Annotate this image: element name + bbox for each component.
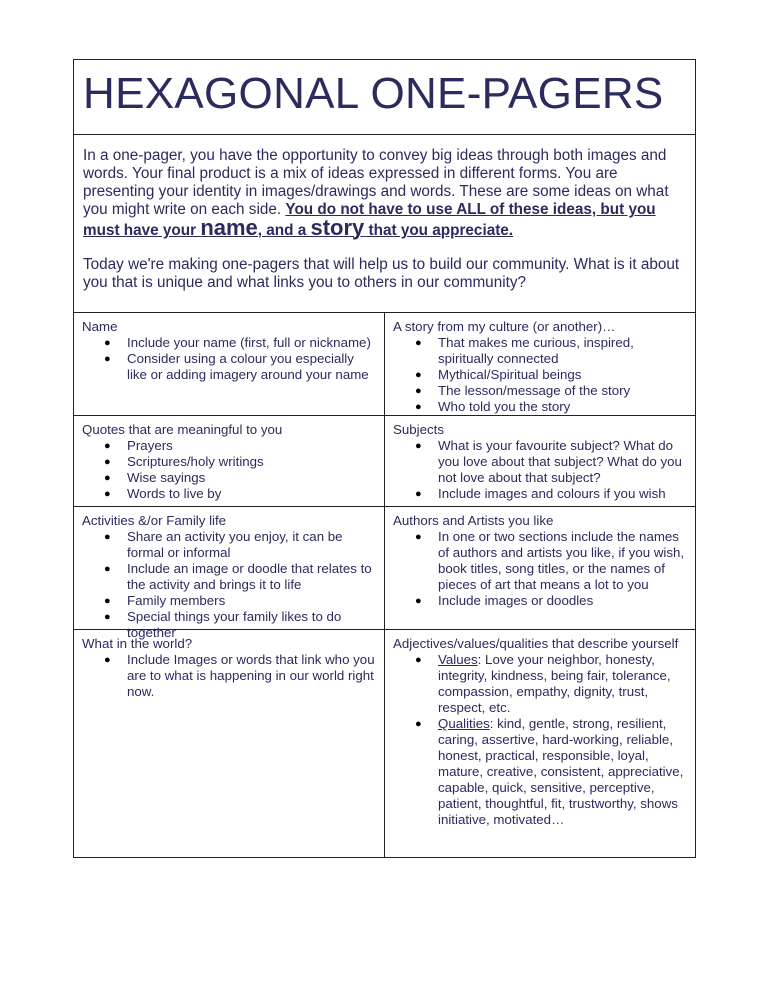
bullet-icon: ● [415, 654, 422, 666]
list-item-text: Words to live by [127, 486, 222, 501]
bullet-list [393, 335, 687, 415]
list-item [104, 351, 376, 383]
bullet-icon: ● [415, 718, 422, 730]
list-item [415, 716, 687, 828]
bullet-icon: ● [415, 440, 422, 452]
bullet-list [393, 438, 687, 502]
list-item [104, 529, 376, 561]
list-item-text: That makes me curious, inspired, spiritually connected [438, 335, 634, 366]
list-item-text: Special things your family likes to do together [127, 609, 342, 640]
list-item [104, 486, 376, 502]
list-item-text: : Love your neighbor, honesty, integrity, kindness, being fair, tolerance, compassion, empathy, dignity, trust, respect, etc. [438, 652, 671, 715]
bullet-icon: ● [415, 401, 422, 413]
section-heading: What in the world? [82, 636, 193, 651]
bullet-icon: ● [415, 488, 422, 500]
bullet-icon: ● [104, 353, 111, 365]
section-heading: Quotes that are meaningful to you [82, 422, 283, 437]
bullet-list [82, 652, 376, 700]
bullet-icon: ● [104, 472, 111, 484]
bullet-icon: ● [415, 385, 422, 397]
section-heading: Adjectives/values/qualities that describe yourself [393, 636, 679, 651]
list-item [415, 486, 687, 502]
bullet-icon: ● [104, 611, 111, 623]
intro-text: In a one-pager, you have the opportunity to convey big ideas through both images and words. Your final product is a mix of ideas expressed in different forms. You are presenting your identity in images/drawings and words. These are some ideas on what you might write on each side. [83, 147, 669, 218]
section-cell [74, 416, 385, 507]
list-item-text: What is your favourite subject? What do you love about that subject? What do you not love about that subject? [438, 438, 682, 485]
list-item-text: In one or two sections include the names of authors and artists you like, if you wish, book titles, song titles, or the names of pieces of art that means a lot to you [438, 529, 685, 592]
list-item-text: Consider using a colour you especially like or adding imagery around your name [127, 351, 369, 382]
bullet-icon: ● [104, 488, 111, 500]
section-heading: Activities &/or Family life [82, 513, 227, 528]
list-item-text: Scriptures/holy writings [127, 454, 264, 469]
list-item-text: Include Images or words that link who you are to what is happening in our world right now. [127, 652, 375, 699]
section-cell [385, 630, 695, 857]
emphasis-text: You do not have to use ALL of these ideas, but you must have your [83, 201, 656, 239]
bullet-icon: ● [415, 337, 422, 349]
item-label: Qualities [438, 716, 490, 731]
intro-section [74, 135, 695, 313]
bullet-icon: ● [104, 440, 111, 452]
bullet-icon: ● [104, 337, 111, 349]
community-paragraph: Today we're making one-pagers that will help us to build our community. What is it about you that is unique and what links you to others in our community? [83, 256, 680, 291]
list-item-text: Include your name (first, full or nickname) [127, 335, 371, 350]
section-cell [74, 313, 385, 416]
list-item-text: Include an image or doodle that relates to the activity and brings it to life [127, 561, 372, 592]
emphasis-text: , and a [257, 222, 311, 239]
section-cell [385, 313, 695, 416]
emphasis-text: that you appreciate. [364, 222, 514, 239]
list-item [415, 367, 687, 383]
bullet-list [82, 438, 376, 502]
emphasis-story: story [310, 215, 365, 240]
list-item [415, 335, 687, 367]
ideas-grid [74, 313, 695, 857]
list-item [415, 399, 687, 415]
item-label: Values [438, 652, 478, 667]
list-item-text: Prayers [127, 438, 173, 453]
list-item [415, 593, 687, 609]
section-heading: Authors and Artists you like [393, 513, 554, 528]
bullet-icon: ● [415, 369, 422, 381]
emphasis-name: name [200, 215, 258, 240]
bullet-list [82, 529, 376, 641]
bullet-list [393, 529, 687, 609]
one-pager-handout [73, 59, 696, 858]
list-item-text: Mythical/Spiritual beings [438, 367, 582, 382]
bullet-icon: ● [104, 531, 111, 543]
section-heading: Name [82, 319, 118, 334]
list-item [104, 470, 376, 486]
bullet-icon: ● [104, 595, 111, 607]
list-item-text: Family members [127, 593, 226, 608]
bullet-icon: ● [415, 531, 422, 543]
list-item [104, 561, 376, 593]
bullet-icon: ● [104, 563, 111, 575]
section-cell [74, 507, 385, 640]
section-heading: A story from my culture (or another)… [393, 319, 616, 334]
section-heading: Subjects [393, 422, 444, 437]
list-item [415, 652, 687, 716]
list-item [104, 454, 376, 470]
bullet-icon: ● [104, 456, 111, 468]
bullet-icon: ● [415, 595, 422, 607]
intro-paragraph [83, 147, 686, 240]
page-title: HEXAGONAL ONE-PAGERS [83, 69, 664, 118]
list-item-text: Share an activity you enjoy, it can be formal or informal [127, 529, 343, 560]
list-item-text: Wise sayings [127, 470, 206, 485]
list-item [104, 609, 376, 641]
list-item [415, 529, 687, 593]
list-item [104, 335, 376, 351]
list-item [415, 383, 687, 399]
title-row [74, 60, 695, 135]
list-item-text: : kind, gentle, strong, resilient, caring, assertive, hard-working, reliable, honest, practical, responsible, loyal, mature, creative, consistent, appreciative, capable, quick, sensitive, perceptive, patient, thoughtful, fit, trustworthy, shows initiative, motivated… [438, 716, 684, 827]
bullet-list [82, 335, 376, 383]
list-item [104, 652, 376, 700]
section-cell [385, 507, 695, 630]
bullet-icon: ● [104, 654, 111, 666]
section-cell [74, 630, 385, 857]
list-item [415, 438, 687, 486]
list-item [104, 593, 376, 609]
list-item [104, 438, 376, 454]
section-cell [385, 416, 695, 507]
list-item-text: Who told you the story [438, 399, 571, 414]
list-item-text: Include images or doodles [438, 593, 594, 608]
bullet-list [393, 652, 687, 828]
list-item-text: Include images and colours if you wish [438, 486, 666, 501]
list-item-text: The lesson/message of the story [438, 383, 631, 398]
